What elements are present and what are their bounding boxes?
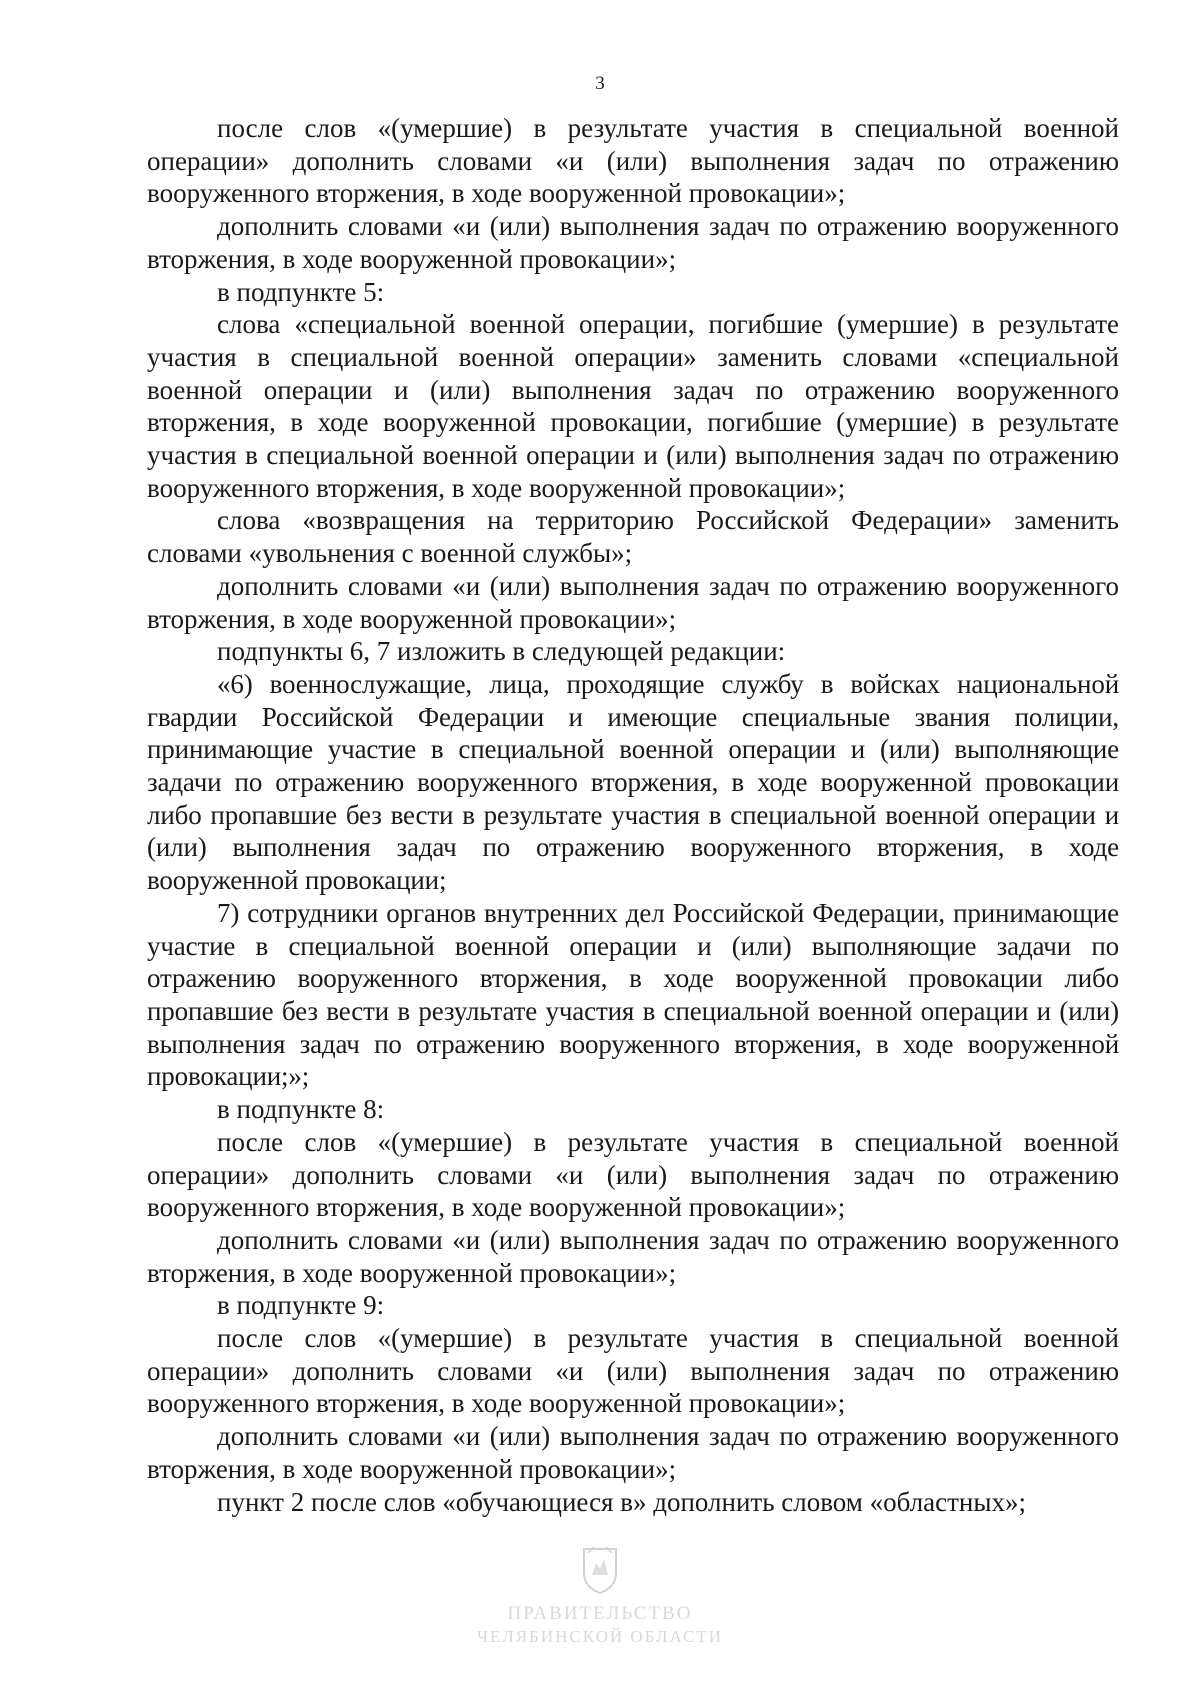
paragraph: в подпункте 5: [217, 276, 385, 307]
paragraph: 7) сотрудники органов внутренних дел Российской Федерации, принимающие участие в специальной военной операции и (или) выполняющие задачи по отражению вооруженного вторжения, в ходе вооруженной провокации либо пропавшие без вести в результате участия в специальной военной операции и (или) выполнения задач по отражению вооруженного вторжения, в ходе вооруженной провокации;»; [147, 897, 1119, 1092]
paragraph: пункт 2 после слов «обучающиеся в» дополнить словом «областных»; [217, 1486, 1027, 1517]
paragraph: после слов «(умершие) в результате участия в специальной военной операции» дополнить словами «и (или) выполнения задач по отражению вооруженного вторжения, в ходе вооруженной провокации»; [147, 1126, 1119, 1223]
document-body [147, 112, 1119, 1518]
page-number: 3 [595, 73, 605, 94]
government-stamp [400, 1545, 800, 1695]
paragraph: после слов «(умершие) в результате участия в специальной военной операции» дополнить словами «и (или) выполнения задач по отражению вооруженного вторжения, в ходе вооруженной провокации»; [147, 1323, 1119, 1419]
paragraph: дополнить словами «и (или) выполнения задач по отражению вооруженного вторжения, в ходе вооруженной провокации»; [147, 570, 1119, 634]
paragraph: дополнить словами «и (или) выполнения задач по отражению вооруженного вторжения, в ходе вооруженной провокации»; [147, 1421, 1119, 1484]
paragraph: слова «специальной военной операции, погибшие (умершие) в результате участия в специальной военной операции» заменить словами «специальной военной операции и (или) выполнения задач по отражению вооруженного вторжения, в ходе вооруженной провокации, погибшие (умершие) в результате участия в специальной военной операции и (или) выполнения задач по отражению вооруженного вторжения, в ходе вооруженной провокации»; [147, 309, 1119, 503]
stamp-text-line2: ЧЕЛЯБИНСКОЙ ОБЛАСТИ [476, 1627, 724, 1646]
paragraph: в подпункте 8: [217, 1094, 385, 1125]
paragraph: дополнить словами «и (или) выполнения задач по отражению вооруженного вторжения, в ходе вооруженной провокации»; [147, 211, 1119, 274]
paragraph: дополнить словами «и (или) выполнения задач по отражению вооруженного вторжения, в ходе вооруженной провокации»; [147, 1224, 1119, 1288]
stamp-text-line1: ПРАВИТЕЛЬСТВО [507, 1603, 693, 1624]
paragraph: в подпункте 9: [217, 1290, 385, 1321]
paragraph: после слов «(умершие) в результате участия в специальной военной операции» дополнить словами «и (или) выполнения задач по отражению вооруженного вторжения, в ходе вооруженной провокации»; [147, 113, 1119, 209]
paragraph: «6) военнослужащие, лица, проходящие службу в войсках национальной гвардии Российской Федерации и имеющие специальные звания полиции, принимающие участие в специальной военной операции и (или) выполняющие задачи по отражению вооруженного вторжения, в ходе вооруженной провокации либо пропавшие без вести в результате участия в специальной военной операции и (или) выполнения задач по отражению вооруженного вторжения, в ходе вооруженной провокации; [147, 668, 1119, 896]
coat-of-arms-icon [580, 1545, 620, 1595]
paragraph: подпункты 6, 7 изложить в следующей редакции: [217, 636, 786, 667]
paragraph: слова «возвращения на территорию Российской Федерации» заменить словами «увольнения с военной службы»; [147, 505, 1119, 569]
